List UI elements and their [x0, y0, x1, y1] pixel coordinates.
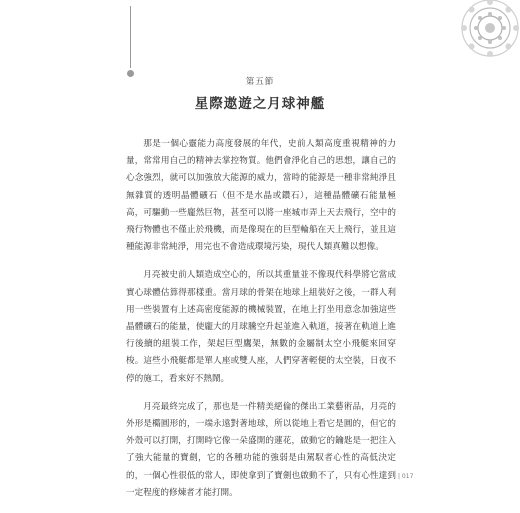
paragraph: 月亮被史前人類造成空心的，所以其重量並不像現代科學將它當成實心球體估算得那樣重。當月球的骨架在地球上組裝好之後，一群人利用一些裝置有上述高密度能源的機械裝置，在地上打坐用意念加強這些晶體礦石的能量，使龐大的月球騰空升起並進入軌道，接著在軌道上進行後續的組裝工作，架起巨型鷹架，無數的金屬制太空小飛艇來回穿梭。這些小飛艇都是單人座或雙人座，人們穿著輕便的太空裝，日夜不停的施工，看來好不熱鬧。 [126, 270, 396, 384]
paragraph: 月亮最終完成了，那也是一件精美絕倫的傑出工業藝術品，月亮的外形是橢圓形的，一端永遠對著地球，所以從地上看它是圓的，但它的外殼可以打開，打開時它像一朵盛開的蓮花，啟動它的鑰匙是一把注入了強大能量的寶劍，它的各種功能的強弱是由駕馭者心性的高低決定的，一個心性很低的常人，即使拿到了寶劍也啟動不了，只有心性達到一定程度的修煉者才能打開。 [126, 401, 396, 498]
chapter-title: 星際遨遊之月球神艦 [194, 96, 326, 112]
mandala-ornament-icon [458, 0, 520, 60]
vertical-rule [130, 6, 131, 68]
section-number: 第五節 [245, 77, 275, 87]
paragraph: 那是一個心靈能力高度發展的年代，史前人類高度重視精神的力量，常常用自己的精神去掌控物質。他們會淨化自己的思想，讓自己的心念強烈，就可以加強放大能源的威力，當時的能源是一種非常純淨且無雜質的透明晶體礦石（但不是水晶或鑽石），這種晶體礦石能量極高，可驅動一些龐然巨物，甚至可以將一座城市弄上天去飛行，空中的飛行物體也不僅止於飛機，而是像現在的巨型輪船在天上飛行，並且這種能源非常純淨，用完也不會造成環境污染，現代人類真難以想像。 [126, 139, 396, 253]
body-text [126, 136, 396, 513]
page-number: | 017 [398, 473, 414, 480]
